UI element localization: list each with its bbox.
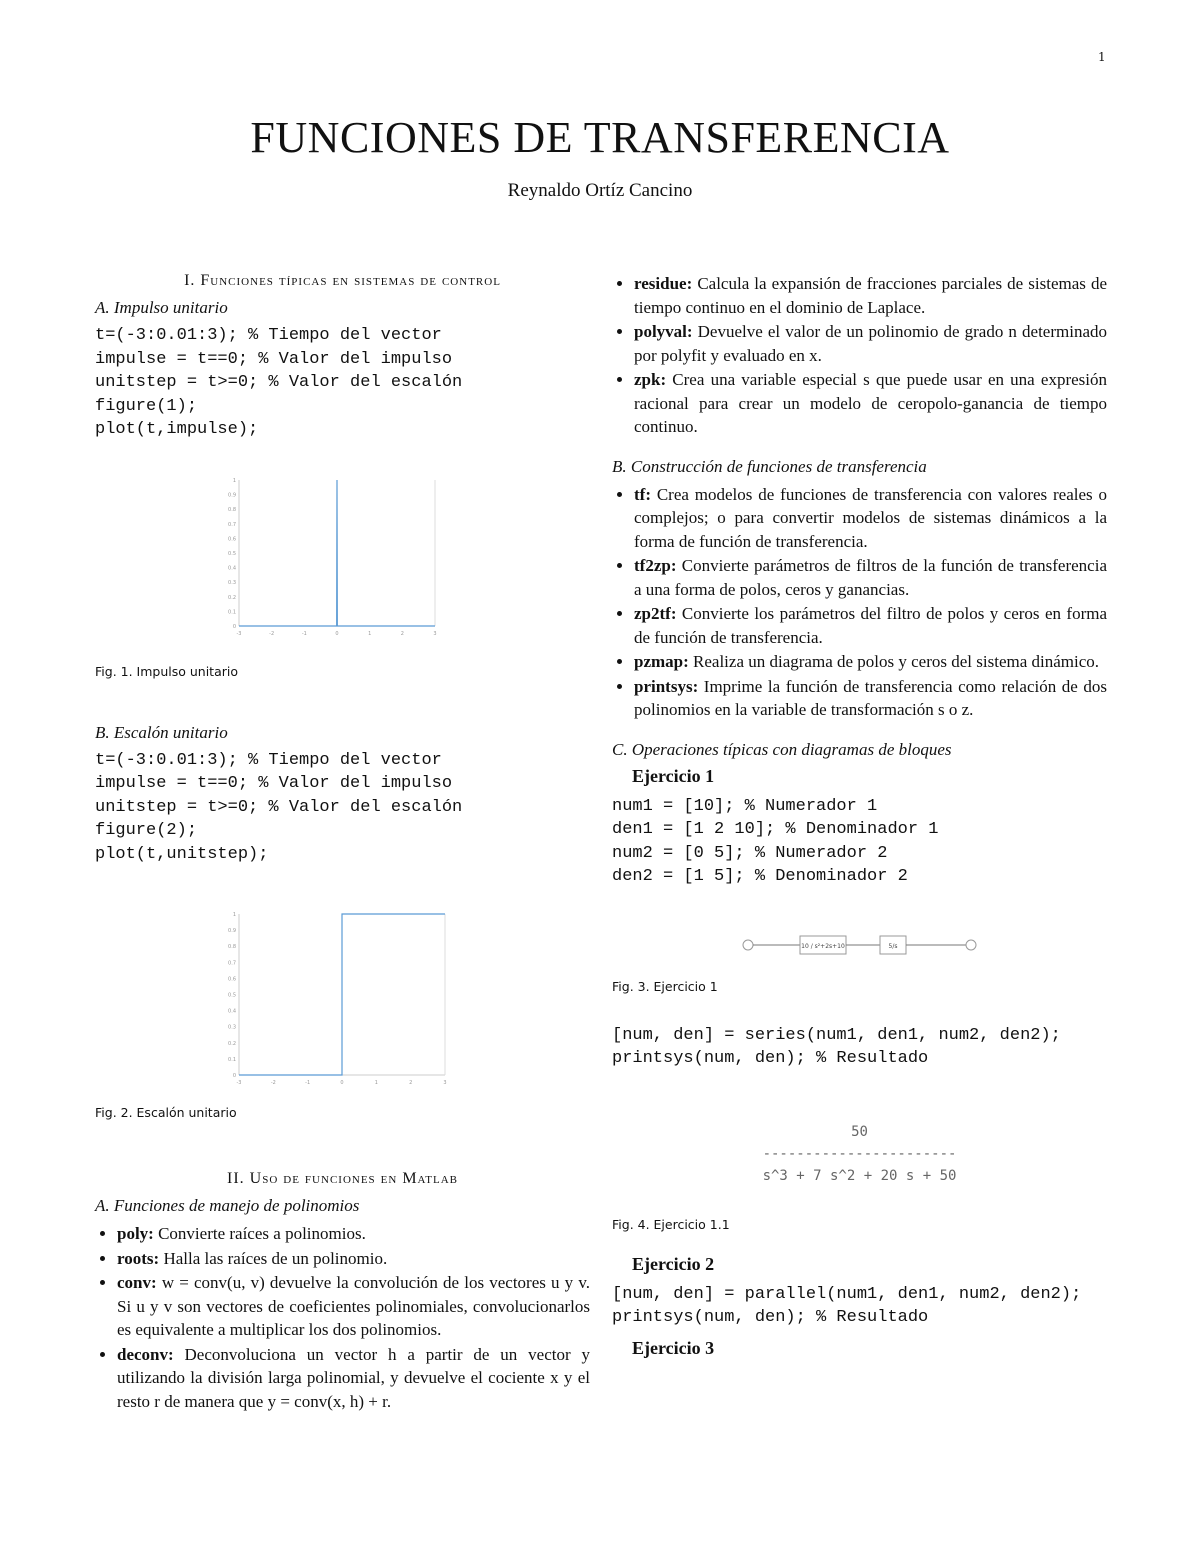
y-tick-label: 1 <box>232 912 236 918</box>
list-item <box>634 368 1107 439</box>
code-impulse: t=(-3:0.01:3); % Tiempo del vector impulse = t==0; % Valor del impulso unitstep = t>=0; % Valor del escalón figure(1); plot(t,impulse); <box>95 326 463 439</box>
function-description: Crea una variable especial s que puede usar en una expresión racional para crear un modelo de ceropolo-ganancia de tiempo continuo. <box>634 370 1107 436</box>
list-item <box>117 1271 590 1342</box>
y-tick-label: 0.7 <box>228 960 236 967</box>
exercise-3-heading: Ejercicio 3 <box>632 1337 715 1358</box>
y-tick-label: 0 <box>232 1073 236 1079</box>
y-tick-label: 0.5 <box>228 550 236 557</box>
function-description: Calcula la expansión de fracciones parciales de sistemas de tiempo continuo en el dominio de Laplace. <box>634 274 1107 317</box>
function-name: tf: <box>634 484 651 504</box>
x-tick-label: -1 <box>305 1080 311 1086</box>
y-tick-label: 0.1 <box>228 608 236 615</box>
function-name: zp2tf: <box>634 604 677 623</box>
series-line <box>239 480 435 626</box>
function-description: Devuelve el valor de un polinomio de grado n determinado por polyfit y evaluado en x. <box>634 322 1107 365</box>
impulse-plot <box>225 472 445 642</box>
x-tick-label: -3 <box>236 630 242 637</box>
fig4-caption: Fig. 4. Ejercicio 1.1 <box>612 1216 730 1232</box>
y-tick-label: 0.5 <box>228 992 236 999</box>
block-diagram-svg <box>742 925 982 965</box>
function-name: pzmap: <box>634 652 689 671</box>
y-tick-label: 0.3 <box>228 579 236 586</box>
function-description: w = conv(u, v) devuelve la convolución de los vectores u y v. Si u y v son vectores de coeficientes polinomiales, convolucionarlos es equivalente a multiplicar los dos polinomios. <box>117 1273 590 1339</box>
input-port <box>743 940 753 950</box>
result-fraction-bar: ----------------------- <box>762 1145 957 1162</box>
function-name: polyval: <box>634 322 693 341</box>
function-description: Convierte los parámetros del filtro de polos y ceros en forma de función de transferencia. <box>634 604 1107 647</box>
y-tick-label: 0.9 <box>228 928 236 935</box>
output-port <box>966 940 976 950</box>
step-plot <box>225 906 455 1091</box>
function-name: roots: <box>117 1248 160 1268</box>
x-tick-label: -1 <box>301 630 307 637</box>
poly-functions-list-cont <box>612 272 1107 439</box>
function-name: zpk: <box>634 370 667 389</box>
y-tick-label: 0.3 <box>228 1024 236 1031</box>
code-exercise1: num1 = [10]; % Numerador 1 den1 = [1 2 10]; % Denominador 1 num2 = [0 5]; % Numerador 2 den2 = [1 5]; % Denominador 2 <box>612 796 939 886</box>
exercise-1-heading: Ejercicio 1 <box>632 765 715 786</box>
x-tick-label: 2 <box>400 630 404 637</box>
subsection-impulse: A. Impulso unitario <box>95 298 228 317</box>
function-description: Crea modelos de funciones de transferencia con valores reales o complejos; o para convertir modelos de sistemas dinámicos a la forma de función de transferencia. <box>634 484 1107 551</box>
exercise-2-heading: Ejercicio 2 <box>632 1253 715 1274</box>
x-tick-label: -3 <box>236 1080 242 1086</box>
fig1-caption: Fig. 1. Impulso unitario <box>95 663 238 679</box>
subsection-poly: A. Funciones de manejo de polinomios <box>95 1196 360 1215</box>
function-name: poly: <box>117 1224 154 1243</box>
function-name: printsys: <box>634 676 699 696</box>
list-item <box>634 320 1107 367</box>
y-tick-label: 0.9 <box>228 492 236 499</box>
x-tick-label: 0 <box>335 630 339 637</box>
x-tick-label: -2 <box>270 1080 276 1086</box>
y-tick-label: 0.4 <box>228 565 236 572</box>
series-line <box>239 914 445 1075</box>
result-denominator: s^3 + 7 s^2 + 20 s + 50 <box>762 1167 957 1184</box>
x-tick-label: 2 <box>409 1080 413 1086</box>
list-item <box>117 1343 590 1414</box>
y-tick-label: 0.1 <box>228 1056 236 1063</box>
function-description: Realiza un diagrama de polos y ceros del sistema dinámico. <box>688 652 1100 671</box>
function-name: deconv: <box>117 1344 174 1364</box>
fig3-caption: Fig. 3. Ejercicio 1 <box>612 978 718 994</box>
poly-functions-list <box>95 1222 590 1413</box>
author: Reynaldo Ortíz Cancino <box>507 180 693 201</box>
right-column <box>612 272 1107 1367</box>
y-tick-label: 1 <box>232 477 236 484</box>
y-tick-label: 0.6 <box>228 535 236 542</box>
block-tf1-label: 10 / s²+2s+10 <box>801 942 845 950</box>
function-description: Convierte raíces a polinomios. <box>153 1224 366 1243</box>
subsection-step: B. Escalón unitario <box>95 722 228 742</box>
section-heading-2: II. Uso de funciones en Matlab <box>227 1170 458 1187</box>
function-description: Halla las raíces de un polinomio. <box>159 1248 388 1268</box>
section-heading-1: I. Funciones típicas en sistemas de control <box>184 272 501 289</box>
x-tick-label: -2 <box>269 630 275 637</box>
function-description: Convierte parámetros de filtros de la función de transferencia a una forma de polos, ceros y ganancias. <box>634 556 1107 599</box>
page-number: 1 <box>1098 50 1106 64</box>
impulse-plot-svg <box>225 472 445 642</box>
function-name: tf2zp: <box>634 556 677 575</box>
block-tf2-label: 5/s <box>888 942 898 950</box>
y-tick-label: 0.4 <box>228 1008 236 1015</box>
list-item <box>634 602 1107 649</box>
step-plot-svg <box>225 906 455 1091</box>
list-item <box>634 650 1107 674</box>
x-tick-label: 0 <box>340 1080 344 1086</box>
y-tick-label: 0.7 <box>228 521 236 528</box>
list-item <box>634 554 1107 601</box>
list-item <box>634 483 1107 554</box>
code-parallel: [num, den] = parallel(num1, den1, num2, den2); printsys(num, den); % Resultado <box>612 1284 1082 1327</box>
paper-title: FUNCIONES DE TRANSFERENCIA <box>250 113 950 162</box>
function-description: Deconvoluciona un vector h a partir de un vector y utilizando la división larga polinomial, y devuelve el cociente x y el resto r de manera que y = conv(x, h) + r. <box>117 1344 590 1411</box>
block-diagram <box>742 925 982 965</box>
code-series: [num, den] = series(num1, den1, num2, den2); printsys(num, den); % Resultado <box>612 1025 1061 1068</box>
left-column <box>95 272 590 1414</box>
x-tick-label: 1 <box>374 1080 378 1086</box>
code-step: t=(-3:0.01:3); % Tiempo del vector impulse = t==0; % Valor del impulso unitstep = t>=0; % Valor del escalón figure(2); plot(t,unitstep); <box>95 750 463 864</box>
y-tick-label: 0.2 <box>228 594 236 601</box>
list-item <box>634 675 1107 722</box>
subsection-tf: B. Construcción de funciones de transferencia <box>612 456 927 476</box>
y-tick-label: 0.8 <box>228 506 236 513</box>
series-result <box>612 1121 1107 1187</box>
x-tick-label: 1 <box>368 630 372 637</box>
x-tick-label: 3 <box>443 1080 447 1086</box>
function-name: residue: <box>634 274 693 293</box>
y-tick-label: 0.2 <box>228 1040 236 1047</box>
list-item <box>117 1247 590 1271</box>
function-name: conv: <box>117 1273 157 1292</box>
result-numerator: 50 <box>851 1123 868 1140</box>
tf-functions-list <box>612 483 1107 722</box>
function-description: Imprime la función de transferencia como relación de dos polinomios en la variable de transformación s o z. <box>634 676 1107 719</box>
subsection-blocks: C. Operaciones típicas con diagramas de bloques <box>612 739 952 759</box>
fig2-caption: Fig. 2. Escalón unitario <box>95 1105 237 1120</box>
list-item <box>634 272 1107 319</box>
x-tick-label: 3 <box>433 630 437 637</box>
y-tick-label: 0.8 <box>228 944 236 951</box>
y-tick-label: 0 <box>232 623 236 630</box>
y-tick-label: 0.6 <box>228 976 236 983</box>
list-item <box>117 1222 590 1246</box>
